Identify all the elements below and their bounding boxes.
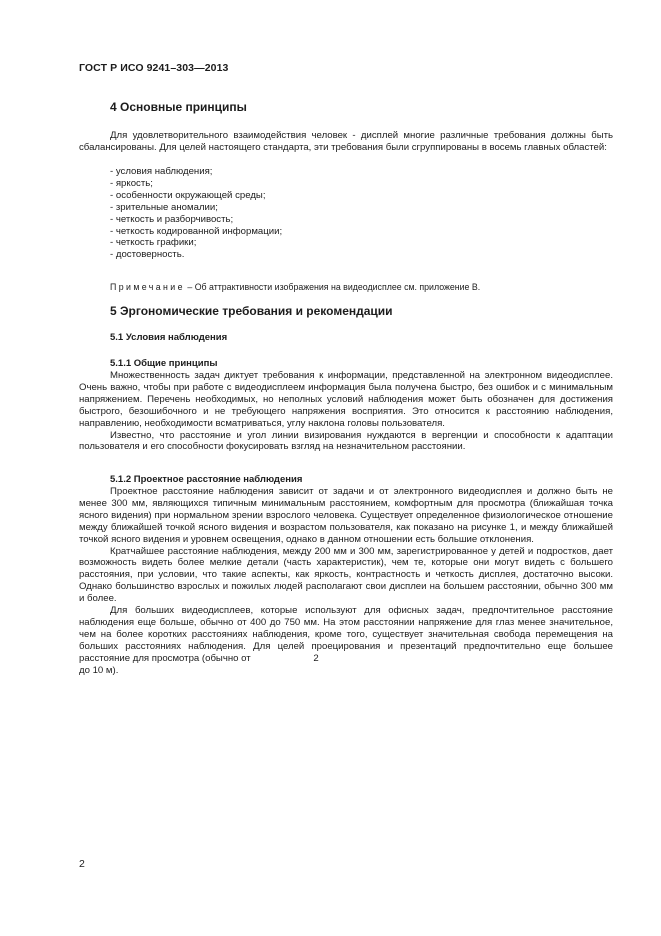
paragraph: Проектное расстояние наблюдения зависит от задачи и от электронного видеодисплея и должно быть не менее 300 мм, являющихся типичным минимальным расстоянием, комфортным для просмотра (ближайшая точка ясного видения) при нормальном зрении взрослого человека. Существует определенное физиологическое отношение между ближайшей точкой ясного видения и возрастом пользователя, как показано на рисунке 1, и между ближайшей точкой ясного видения и уровнем освещения, однако в данном отношении есть большие отклонения. <box>79 486 613 545</box>
section-4-intro <box>79 130 613 154</box>
paragraph-text: Для больших видеодисплеев, которые используют для офисных задач, предпочтительное расстояние наблюдения еще больше, обычно от 400 до 750 мм. На этом расстоянии напряжение для глаз менее значительное, чем на более коротких расстояниях наблюдения, кроме того, существует значительная свобода перемещения на больших расстояниях наблюдения. Для целей проецирования и презентаций предпочтительно еще большее расстояние для просмотра (обычно от <box>79 605 613 664</box>
paragraph: Множественность задач диктует требования к информации, представленной на электронном видеодисплее. Очень важно, чтобы при работе с видеодисплеем информация была получена быстро, без ошибок и с минимальным напряжением. Перечень необходимых, но неполных условий наблюдения может быть обозначен для достижения быстрого, безошибочного и не требующего напряжения восприятия. Это относится к расстоянию наблюдения, направлению, необходимости всматриваться, углу наклона головы пользователя. <box>79 370 613 429</box>
list-item: - четкость и разборчивость; <box>110 213 234 225</box>
note-label: Примечание <box>110 282 185 292</box>
page-number: 2 <box>79 858 85 870</box>
principles-list <box>110 166 282 261</box>
subsection-5-1-1-title: 5.1.1 Общие принципы <box>110 358 218 369</box>
paragraph: Кратчайшее расстояние наблюдения, между 200 мм и 300 мм, зарегистрированное у детей и подростков, дает возможность видеть более мелкие детали (часть характеристик), чем те, которые они могут видеть с большего расстояния, при условии, что такие аспекты, как яркость, контрастность и четкость дисплея, достаточно высоки. Однако большинство взрослых и пожилых людей располагают свои дисплеи на большем расстоянии, обычно 300 мм и более. <box>79 545 613 605</box>
exponent-number: 2 <box>313 652 319 664</box>
list-item: - условия наблюдения; <box>110 166 213 177</box>
list-item: - яркость; <box>110 177 153 189</box>
list-item: - достоверность. <box>110 249 185 261</box>
note <box>110 282 480 292</box>
paragraph <box>79 605 613 665</box>
paragraph-end: до 10 м). <box>79 664 119 676</box>
list-item: - особенности окружающей среды; <box>110 189 266 201</box>
subsection-5-1-1-body <box>79 370 613 453</box>
list-item: - зрительные аномалии; <box>110 201 218 213</box>
paragraph: Известно, что расстояние и угол линии визирования нуждаются в вергенции и способности к адаптации пользователя и его способности фокусировать взгляд на незначительном расстоянии. <box>79 429 613 453</box>
list-item: - четкость графики; <box>110 237 197 249</box>
document-standard-header: ГОСТ Р ИСО 9241–303—2013 <box>79 62 229 74</box>
section-5-title: 5 Эргономические требования и рекомендации <box>110 304 393 318</box>
section-4-intro-text: Для удовлетворительного взаимодействия человек - дисплей многие различные требования должны быть сбалансированы. Для целей настоящего стандарта, эти требования были сгруппированы в восемь главных областей: <box>79 130 613 153</box>
subsection-5-1-2-title: 5.1.2 Проектное расстояние наблюдения <box>110 474 303 485</box>
note-text: – Об аттрактивности изображения на видеодисплее см. приложение В. <box>184 282 481 292</box>
list-item: - четкость кодированной информации; <box>110 225 283 237</box>
subsection-5-1-2-body <box>79 486 613 677</box>
subsection-5-1-title: 5.1 Условия наблюдения <box>110 332 228 343</box>
section-4-title: 4 Основные принципы <box>110 100 247 114</box>
